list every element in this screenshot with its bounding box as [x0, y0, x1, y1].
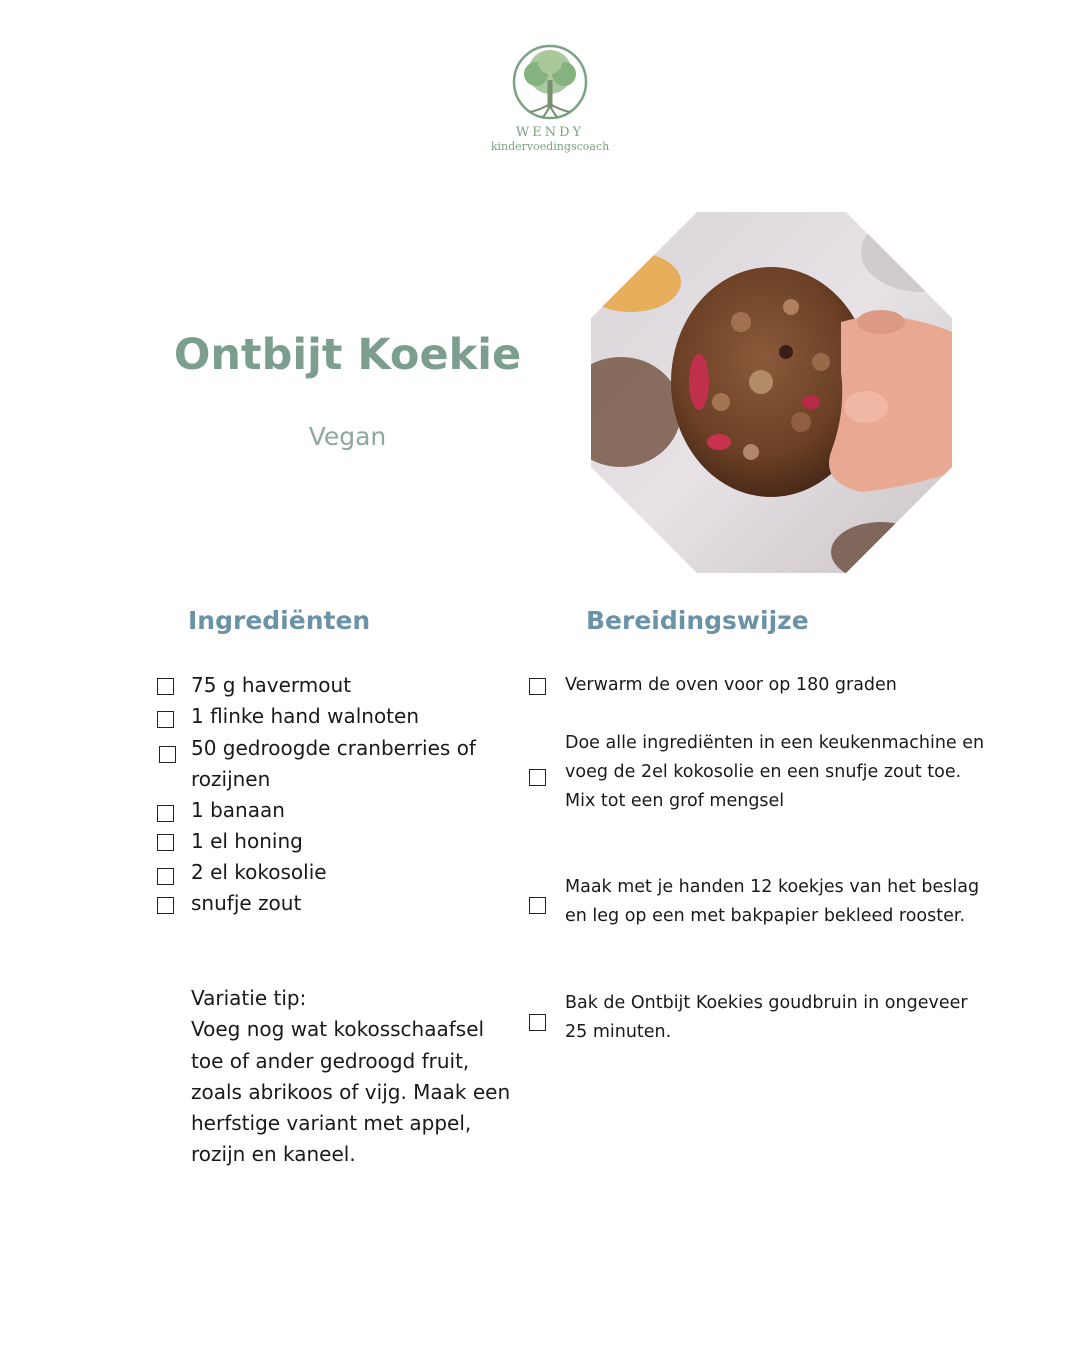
- ingredient-item: 1 banaan: [191, 798, 285, 822]
- recipe-photo: [591, 212, 952, 573]
- step-item: Bak de Ontbijt Koekies goudbruin in ongeveer 25 minuten.: [565, 993, 968, 1042]
- tip-text: Voeg nog wat kokosschaafsel toe of ander gedroogd fruit, zoals abrikoos of vijg. Maak een herfstige variant met appel, rozijn en kaneel.: [191, 1017, 511, 1167]
- tip-label: Variatie tip:: [191, 986, 307, 1010]
- step-checkbox[interactable]: [529, 897, 546, 914]
- ingredient-item: 1 flinke hand walnoten: [191, 704, 420, 728]
- ingredient-item: snufje zout: [191, 891, 302, 915]
- preparation-heading: Bereidingswijze: [586, 606, 809, 635]
- ingredient-checkbox[interactable]: [157, 678, 174, 695]
- step-item: Doe alle ingrediënten in een keukenmachine en voeg de 2el kokosolie en een snufje zout toe. Mix tot een grof mengsel: [565, 733, 985, 811]
- recipe-title: Ontbijt Koekie: [173, 330, 522, 380]
- step-item: Maak met je handen 12 koekjes van het beslag en leg op een met bakpapier bekleed rooster.: [565, 877, 980, 926]
- ingredient-checkbox[interactable]: [159, 746, 176, 763]
- ingredient-item: 75 g havermout: [191, 673, 352, 697]
- tree-logo-icon: [510, 42, 590, 124]
- ingredient-item: 1 el honing: [191, 829, 303, 853]
- ingredient-checkbox[interactable]: [157, 805, 174, 822]
- brand-subtitle: kindervoedingscoach: [490, 140, 610, 153]
- ingredient-checkbox[interactable]: [157, 834, 174, 851]
- recipe-subtitle: Vegan: [308, 422, 387, 451]
- step-item: Verwarm de oven voor op 180 graden: [565, 675, 897, 695]
- brand-logo: [470, 42, 630, 153]
- ingredient-checkbox[interactable]: [157, 868, 174, 885]
- ingredient-item: 50 gedroogde cranberries of rozijnen: [191, 736, 476, 791]
- ingredients-heading: Ingrediënten: [188, 606, 371, 635]
- ingredient-checkbox[interactable]: [157, 711, 174, 728]
- step-checkbox[interactable]: [529, 678, 546, 695]
- variation-tip: [191, 983, 511, 1171]
- step-checkbox[interactable]: [529, 769, 546, 786]
- brand-name: WENDY: [515, 125, 585, 140]
- step-checkbox[interactable]: [529, 1014, 546, 1031]
- ingredient-checkbox[interactable]: [157, 897, 174, 914]
- ingredient-item: 2 el kokosolie: [191, 860, 327, 884]
